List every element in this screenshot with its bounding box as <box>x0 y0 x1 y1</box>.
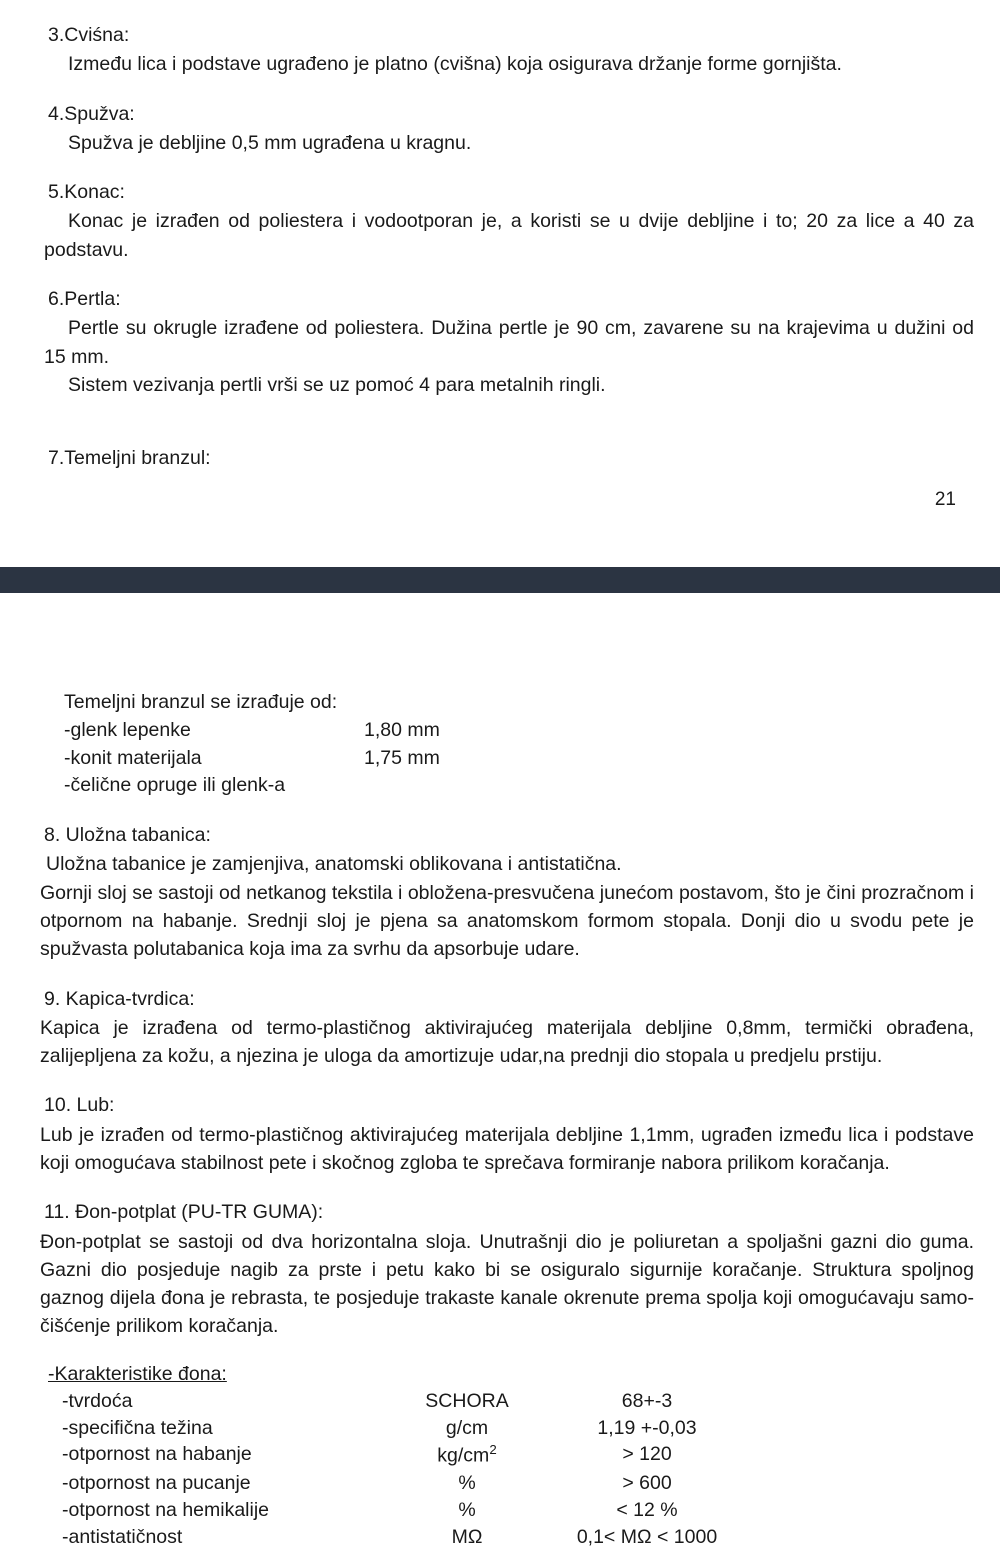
characteristics-block <box>40 1363 974 1551</box>
section-heading: 8. Uložna tabanica: <box>44 824 211 847</box>
characteristics-title: -Karakteristike đona: <box>48 1362 227 1385</box>
characteristic-value: 1,19 +-0,03 <box>597 1416 697 1439</box>
characteristic-value: > 600 <box>622 1471 672 1494</box>
section-heading: 3.Cviśna: <box>48 24 130 46</box>
section-heading: 6.Pertla: <box>48 288 121 310</box>
characteristic-unit: % <box>458 1471 476 1494</box>
characteristic-unit: SCHORA <box>425 1389 509 1412</box>
section-spuzva <box>40 101 974 158</box>
characteristic-value: < 12 % <box>616 1498 678 1521</box>
characteristic-value: 68+-3 <box>621 1389 673 1412</box>
table-row <box>62 1441 974 1469</box>
section-konac <box>40 179 974 264</box>
table-row <box>62 1470 974 1497</box>
section-paragraph: Đon-potplat se sastoji od dva horizontalna sloja. Unutrašnji dio je poliuretan a spoljašni gazni dio guma. Gazni dio posjeduje nagib za prste i petu kako bi se osiguralo sigurnije koračanje. Struktura spoljnog gaznog dijela đona je rebrasta, te posjeduje trakaste kanale okrenute prema spolja koji omogućavaju samo-čišćenje prilikom koračanja. <box>40 1230 974 1338</box>
table-row <box>62 1388 974 1415</box>
characteristic-name: -specifična težina <box>62 1416 213 1439</box>
characteristics-table <box>40 1388 974 1551</box>
section-paragraph: Konac je izrađen od poliestera i vodootporan je, a koristi se u dvije debljine i to; 20 za lice a 40 za podstavu. <box>44 210 974 261</box>
section-temeljni-branzul <box>40 445 974 471</box>
unit-exponent: 2 <box>489 1442 497 1458</box>
characteristic-name: -otpornost na pucanje <box>62 1471 251 1494</box>
list-item <box>64 772 974 800</box>
characteristic-name: -antistatičnost <box>62 1525 183 1548</box>
material-value: 1,75 mm <box>364 746 440 769</box>
table-row <box>62 1415 974 1442</box>
material-value: 1,80 mm <box>364 719 440 742</box>
section-paragraph: Sistem vezivanja pertli vrši se uz pomoć 4 para metalnih ringli. <box>68 373 606 396</box>
section-heading: 9. Kapica-tvrdica: <box>44 987 195 1010</box>
branzul-material-list <box>40 689 974 800</box>
section-heading: 7.Temeljni branzul: <box>48 447 211 470</box>
characteristic-name: -tvrdoća <box>62 1389 133 1412</box>
section-heading: 10. Lub: <box>44 1094 115 1117</box>
characteristic-name: -otpornost na habanje <box>62 1443 252 1466</box>
table-row <box>62 1524 974 1551</box>
upper-page-content <box>0 0 1000 511</box>
characteristic-unit: MΩ <box>451 1525 483 1548</box>
section-heading: 4.Spužva: <box>48 102 135 125</box>
page-break-divider <box>0 567 1000 593</box>
section-pertla <box>40 286 974 399</box>
characteristic-unit: % <box>458 1498 476 1521</box>
characteristic-name: -otpornost na hemikalije <box>62 1498 270 1521</box>
characteristic-value: > 120 <box>622 1443 672 1466</box>
characteristic-value: 0,1< MΩ < 1000 <box>576 1525 718 1548</box>
section-paragraph: Uložna tabanice je zamjenjiva, anatomski oblikovana i antistatična. <box>46 853 622 876</box>
material-value <box>364 772 524 800</box>
section-heading: 5.Konac: <box>48 181 125 204</box>
page-number: 21 <box>934 489 956 511</box>
table-row <box>62 1497 974 1524</box>
section-paragraph: Između lica i podstave ugrađeno je platno (cvišna) koja osigurava držanje forme gornjišta. <box>68 53 842 76</box>
section-paragraph: Pertle su okrugle izrađene od poliestera. Dužina pertle je 90 cm, zavarene su na krajevima u dužini od 15 mm. <box>44 317 974 368</box>
branzul-intro: Temeljni branzul se izrađuje od: <box>64 691 338 714</box>
material-name: -konit materijala <box>64 746 202 769</box>
list-item <box>64 745 974 773</box>
list-item <box>64 717 974 745</box>
section-lub <box>40 1092 974 1177</box>
section-heading: 11. Đon-potplat (PU-TR GUMA): <box>44 1201 324 1224</box>
lower-page-content <box>0 593 1000 1550</box>
material-name: -glenk lepenke <box>64 719 191 742</box>
section-paragraph: Spužva je debljine 0,5 mm ugrađena u kragnu. <box>68 131 472 154</box>
section-cvisna <box>40 22 974 79</box>
material-name: -čelične opruge ili glenk-a <box>64 774 286 797</box>
characteristic-unit: $kg/cm^2$ <box>437 1442 497 1467</box>
section-paragraph: Kapica je izrađena od termo-plastičnog aktivirajućeg materijala debljine 0,8mm, termički obrađena, zalijepljena za kožu, a njezina je uloga da amortizuje udar,na prednji dio stopala u predjelu prstiju. <box>40 1016 974 1068</box>
section-paragraph: Lub je izrađen od termo-plastičnog aktivirajućeg materijala debljine 1,1mm, ugrađen između lica i podstave koji omogućava stabilnost pete i skočnog zgloba te sprečava formiranje nabora prilikom koračanja. <box>40 1123 974 1174</box>
section-paragraph: Gornji sloj se sastoji od netkanog tekstila i obložena-presvučena junećom postavom, što je čini prozračnom i otpornom na habanje. Srednji sloj je pjena sa anatomskom formom stopala. Donji dio u svodu pete je spužvasta polutabanica koja ima za svrhu da apsorbuje udare. <box>40 881 974 961</box>
section-don-potplat <box>40 1199 974 1340</box>
section-ulozna-tabanica <box>40 822 974 963</box>
section-kapica-tvrdica <box>40 986 974 1071</box>
characteristic-unit: g/cm <box>445 1416 489 1439</box>
